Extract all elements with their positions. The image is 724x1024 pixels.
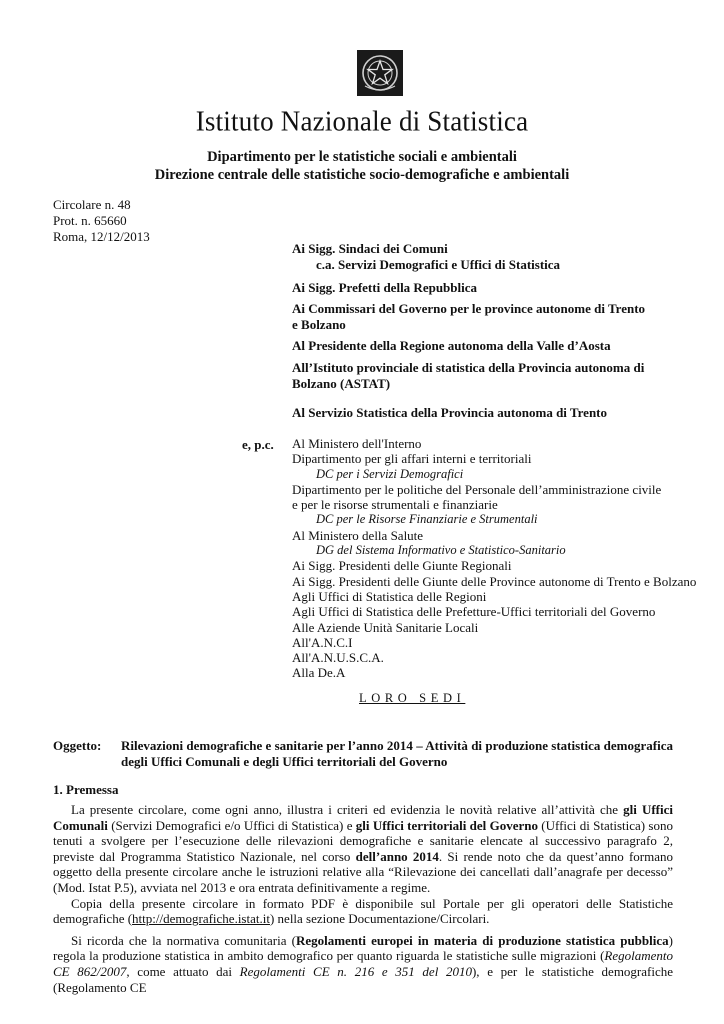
cc-item: Al Ministero della Salute [292,527,424,543]
republic-emblem-icon [357,50,403,96]
subject-label: Oggetto: [53,738,102,753]
cc-item: DG del Sistema Informativo e Statistico-Sanitario [316,543,566,558]
paragraph-1: La presente circolare, come ogni anno, illustra i criteri ed evidenzia le novità relative all’attività che gli Uffici Comunali (Servizi Demografici e/o Uffici di Statistica) e gli Uffici territoriali del Governo (Uffici di Statistica) sono tenuti a svolgere per l’esecuzione delle rilevazioni demografiche e sanitarie elencate al successivo paragrafo 2, previste dal Programma Statistico Nazionale, nel corso dell’anno 2014. Si rende noto che da quest’anno formano oggetto della presente circolare anche le istruzioni relative alla “Rilevazione dei cancellati dall’anagrafe per decesso” (Mod. Istat P.5), avviata nel 2013 e ora entrata definitivamente a regime. [53,802,673,895]
circular-info [53,197,150,245]
recipient-aosta: Al Presidente della Regione autonoma della Valle d’Aosta [292,338,611,353]
cc-item: DC per i Servizi Demografici [316,466,464,481]
cc-label: e, p.c. [242,437,274,452]
cc-item: Agli Uffici di Statistica delle Regioni [292,588,487,604]
loro-sedi: LORO SEDI [359,691,466,705]
institute-name: Istituto Nazionale di Statistica [195,105,529,137]
body-text [53,802,673,995]
recipient-line: Bolzano (ASTAT) [292,376,391,391]
recipient-line: e Bolzano [292,317,346,332]
department-title: Dipartimento per le statistiche sociali e ambientali [207,149,517,165]
cc-item: Alle Aziende Unità Sanitarie Locali [292,619,479,635]
cc-item: Ai Sigg. Presidenti delle Giunte delle Province autonome di Trento e Bolzano [292,573,697,589]
circular-number: Circolare n. 48 [53,197,131,212]
cc-item: Alla De.A [292,665,346,681]
recipient-trento: Al Servizio Statistica della Provincia autonoma di Trento [292,405,608,420]
subject-text: Rilevazioni demografiche e sanitarie per l’anno 2014 – Attività di produzione statistica demografica degli Uffici Comunali e degli Uffici territoriali del Governo [121,738,673,769]
cc-item: Dipartimento per le politiche del Personale dell’amministrazione civile [292,481,662,497]
cc-item: Al Ministero dell'Interno [292,436,422,451]
recipient-prefects: Ai Sigg. Prefetti della Repubblica [292,280,478,295]
direction-title: Direzione centrale delle statistiche socio-demografiche e ambientali [154,167,570,183]
recipient-line: c.a. Servizi Demografici e Uffici di Statistica [316,257,561,272]
cc-item: e per le risorse strumentali e finanziarie [292,497,498,513]
cc-item: All'A.N.C.I [292,634,353,650]
section-title: 1. Premessa [53,782,119,797]
recipient-mayors [292,241,692,273]
cc-item: Agli Uffici di Statistica delle Prefetture-Uffici territoriali del Governo [292,604,656,620]
paragraph-2: Copia della presente circolare in formato PDF è disponibile sul Portale per gli operatori delle Statistiche demografiche (http://demografiche.istat.it) nella sezione Documentazione/Circolari. [53,895,673,927]
recipient-line: All’Istituto provinciale di statistica della Provincia autonoma di [292,360,645,375]
portal-link[interactable]: http://demografiche.istat.it [132,911,270,927]
recipient-astat [292,360,692,392]
recipient-line: Ai Commissari del Governo per le province autonome di Trento [292,301,646,316]
cc-item: DC per le Risorse Finanziarie e Strumentali [316,512,538,527]
recipient-line: Ai Sigg. Sindaci dei Comuni [292,241,448,256]
protocol-number: Prot. n. 65660 [53,213,127,228]
recipient-commissioners [292,301,692,333]
paragraph-3: Si ricorda che la normativa comunitaria (Regolamenti europei in materia di produzione statistica pubblica) regola la produzione statistica in ambito demografico per quanto riguarda le statistiche sulle migrazioni (Regolamento CE 862/2007, come attuato dai Regolamenti CE n. 216 e 351 del 2010), e per le statistiche demografiche (Regolamento CE [53,932,674,995]
cc-item: All'A.N.U.S.C.A. [292,650,384,666]
cc-item: Ai Sigg. Presidenti delle Giunte Regionali [292,558,512,574]
cc-item: Dipartimento per gli affari interni e territoriali [292,451,532,467]
cc-list [292,436,712,681]
circular-date: Roma, 12/12/2013 [53,229,150,244]
